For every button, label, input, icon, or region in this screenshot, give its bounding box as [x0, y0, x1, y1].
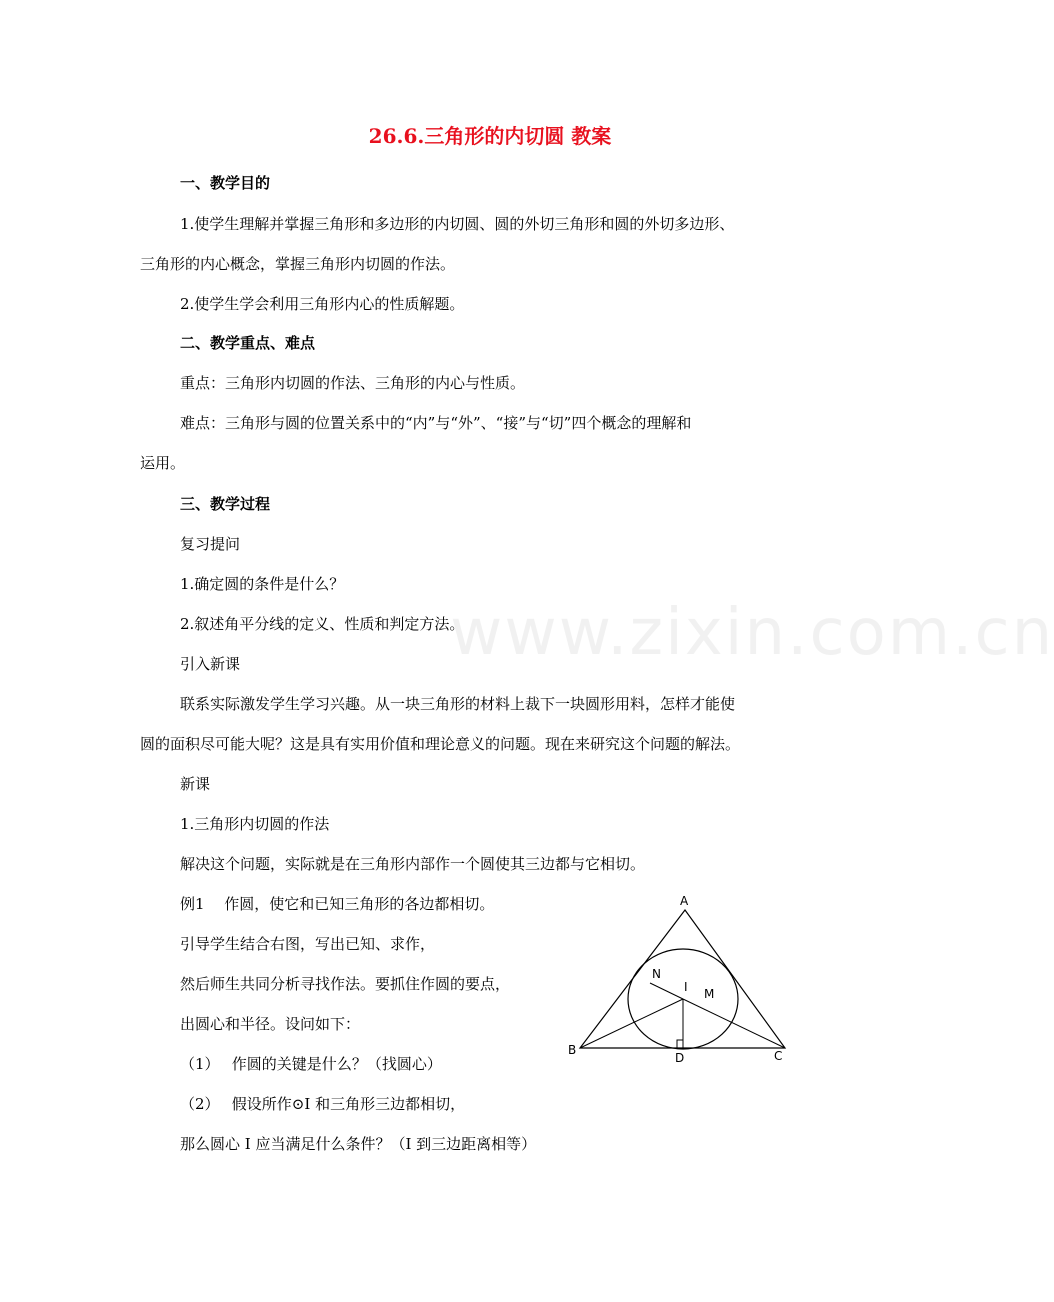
- label-d: D: [675, 1051, 685, 1065]
- label-m: M: [704, 987, 715, 1001]
- subheading-review: 复习提问: [180, 535, 241, 553]
- label-c: C: [774, 1049, 783, 1063]
- label-a: A: [680, 894, 689, 908]
- question-2: （2） 假设所作⊙I 和三角形三边都相切，: [180, 1095, 466, 1113]
- subheading-method: 1.三角形内切圆的作法: [180, 815, 330, 833]
- bisector-from-b: [580, 999, 683, 1048]
- section-heading-key-points: 二、教学重点、难点: [180, 334, 316, 352]
- paragraph-difficulty-line2: 运用。: [140, 454, 186, 472]
- section-heading-objectives: 一、教学目的: [180, 174, 271, 192]
- section-heading-process: 三、教学过程: [180, 495, 271, 513]
- incircle-figure: [560, 890, 800, 1070]
- paragraph-key-point: 重点：三角形内切圆的作法、三角形的内心与性质。: [180, 374, 526, 392]
- paragraph-difficulty-line1: 难点：三角形与圆的位置关系中的“内”与“外”、“接”与“切”四个概念的理解和: [180, 414, 692, 432]
- question-2-continued: 那么圆心 I 应当满足什么条件？（I 到三边距离相等）: [180, 1135, 537, 1153]
- paragraph-intro-line1: 联系实际激发学生学习兴趣。从一块三角形的材料上裁下一块圆形用料，怎样才能使: [180, 695, 736, 713]
- bisector-from-c: [683, 999, 785, 1048]
- radius-to-n: [650, 983, 683, 999]
- label-b: B: [568, 1043, 577, 1057]
- guide-line-1: 引导学生结合右图，写出已知、求作，: [180, 935, 436, 953]
- label-n: N: [652, 967, 661, 981]
- paragraph-objective-2: 2.使学生学会利用三角形内心的性质解题。: [180, 295, 465, 313]
- review-question-2: 2.叙述角平分线的定义、性质和判定方法。: [180, 615, 465, 633]
- question-1: （1） 作圆的关键是什么？（找圆心）: [180, 1055, 442, 1073]
- paragraph-intro-line2: 圆的面积尽可能大呢？这是具有实用价值和理论意义的问题。现在来研究这个问题的解法。: [140, 735, 741, 753]
- label-i: I: [684, 980, 688, 994]
- paragraph-objective-1-line2: 三角形的内心概念，掌握三角形内切圆的作法。: [140, 255, 456, 273]
- subheading-intro: 引入新课: [180, 655, 241, 673]
- watermark: www.zixin.com.cn: [450, 596, 1054, 670]
- paragraph-method: 解决这个问题，实际就是在三角形内部作一个圆使其三边都与它相切。: [180, 855, 646, 873]
- subheading-new-lesson: 新课: [180, 775, 211, 793]
- review-question-1: 1.确定圆的条件是什么？: [180, 575, 345, 593]
- guide-line-3: 出圆心和半径。设问如下：: [180, 1015, 361, 1033]
- page-title: 26.6.三角形的内切圆 教案: [368, 124, 612, 148]
- guide-line-2: 然后师生共同分析寻找作法。要抓住作圆的要点，: [180, 975, 511, 993]
- paragraph-objective-1-line1: 1.使学生理解并掌握三角形和多边形的内切圆、圆的外切三角形和圆的外切多边形、: [180, 215, 735, 233]
- example-1: 例1 作圆，使它和已知三角形的各边都相切。: [180, 895, 495, 913]
- right-angle-mark: [677, 1040, 683, 1048]
